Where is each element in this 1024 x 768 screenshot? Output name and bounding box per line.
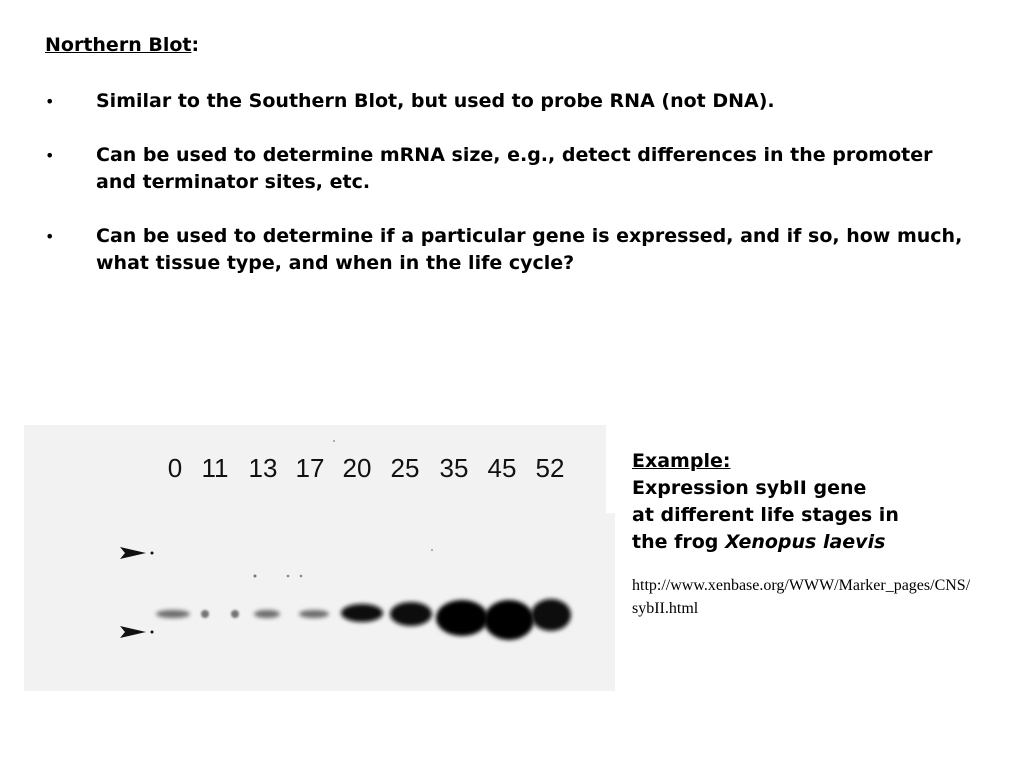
- bullet-marker: •: [45, 92, 55, 111]
- lane-label: 20: [342, 453, 372, 483]
- band-lane-13: [231, 610, 239, 618]
- example-desc-line: at different life stages in: [632, 504, 899, 526]
- band-lane-17b: [299, 610, 329, 618]
- example-desc-prefix: the frog: [632, 531, 726, 553]
- blot-speck: [254, 575, 257, 578]
- slide-title: [45, 34, 199, 56]
- lane-label: 25: [390, 453, 420, 483]
- example-heading: Example:: [632, 450, 731, 472]
- northern-blot-image: [24, 425, 615, 691]
- bullet-item: [45, 142, 975, 196]
- band-lane-45: [484, 600, 534, 640]
- upper-marker-arrow: [120, 547, 146, 559]
- bullet-marker: •: [45, 227, 55, 246]
- bullet-item: [45, 88, 975, 115]
- bullet-marker: •: [45, 146, 55, 165]
- source-url[interactable]: http://www.xenbase.org/WWW/Marker_pages/CNS/sybII.html: [632, 577, 971, 617]
- bullet-item: [45, 223, 975, 277]
- blot-speck: [431, 549, 433, 551]
- slide-title-colon: :: [191, 34, 200, 56]
- example-desc-line: [632, 529, 992, 556]
- band-lane-17a: [254, 610, 280, 618]
- species-name: Xenopus laevis: [725, 531, 886, 553]
- lane-labels: [164, 453, 604, 483]
- lane-label: 17: [295, 453, 325, 483]
- slide-title-text: Northern Blot: [45, 34, 192, 56]
- band-lane-11: [201, 610, 209, 618]
- example-desc-line: Expression sybII gene: [632, 477, 867, 499]
- upper-marker-dot: [151, 552, 154, 555]
- example-caption: [632, 448, 992, 620]
- lower-marker-dot: [151, 631, 154, 634]
- bullet-text: Can be used to determine mRNA size, e.g., detect differences in the promoter and terminator sites, etc.: [96, 144, 933, 193]
- blot-notch: [606, 425, 618, 513]
- band-lane-52: [531, 599, 571, 631]
- lane-label: 0: [167, 453, 183, 483]
- blot-speck: [287, 575, 290, 578]
- band-lane-35: [436, 600, 488, 636]
- blot-speck: [333, 440, 335, 442]
- band-lane-25: [390, 602, 432, 626]
- bullet-text: Similar to the Southern Blot, but used to probe RNA (not DNA).: [96, 90, 775, 112]
- lane-label: 13: [248, 453, 278, 483]
- lane-label: 35: [439, 453, 469, 483]
- band-lane-0: [156, 610, 190, 618]
- blot-speck: [300, 575, 303, 578]
- band-lane-20: [341, 604, 383, 622]
- lower-marker-arrow: [120, 626, 146, 638]
- bullet-list: [45, 88, 975, 304]
- lane-label: 45: [487, 453, 517, 483]
- example-description: [632, 475, 992, 556]
- lane-label: 52: [535, 453, 565, 483]
- lane-label: 11: [201, 453, 229, 483]
- bullet-text: Can be used to determine if a particular gene is expressed, and if so, how much, what tissue type, and when in the life cycle?: [96, 225, 963, 274]
